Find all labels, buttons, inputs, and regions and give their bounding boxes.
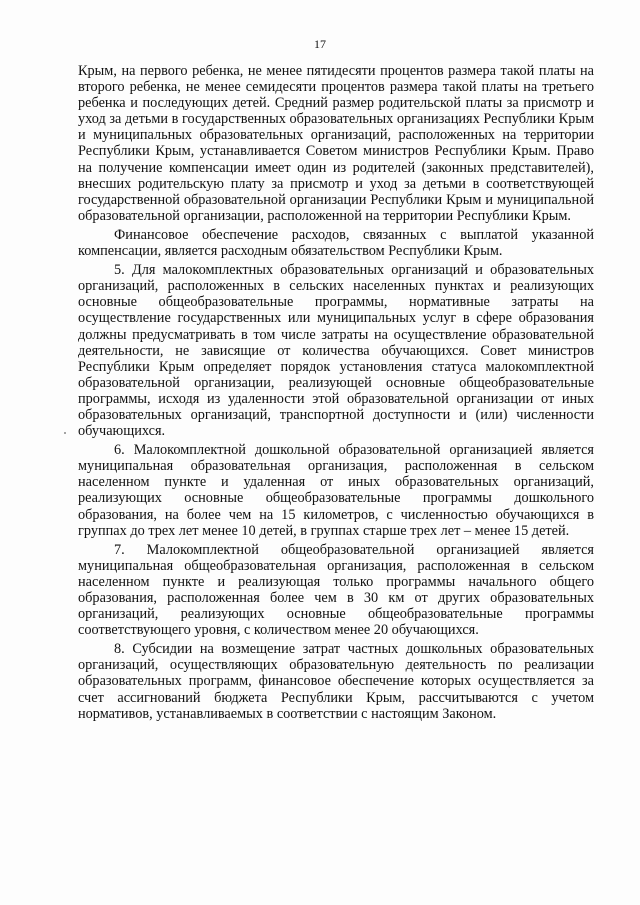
paragraph-financing: Финансовое обеспечение расходов, связанных с выплатой указанной компенсации, является расходным обязательством Республики Крым. [78,226,594,260]
page-number: 17 [314,37,326,51]
document-body [78,63,594,722]
paragraph-item-8: 8. Субсидии на возмещение затрат частных дошкольных образовательных организаций, осуществляющих образовательную деятельность по реализации образовательных программ, финансовое обеспечение которых осуществляется за счет ассигнований бюджета Республики Крым, рассчитываются с учетом нормативов, устанавливаемых в соответствии с настоящим Законом. [78,641,594,722]
paragraph-item-6: 6. Малокомплектной дошкольной образовательной организацией является муниципальная образовательная организация, расположенная в сельском населенном пункте и удаленная от иных образовательных организаций, реализующих основные общеобразовательные программы дошкольного образования, на более чем на 15 километров, с численностью обучающихся в группах до трех лет менее 10 детей, в группах старше трех лет – менее 15 детей. [78,442,594,539]
paragraph-continuation: Крым, на первого ребенка, не менее пятидесяти процентов размера такой платы на второго ребенка, не менее семидесяти процентов размера такой платы на третьего ребенка и последующих детей. Средний размер родительской платы за присмотр и уход за детьми в государственных образовательных организациях Республики Крым и муниципальных образовательных организаций, расположенных на территории Республики Крым, устанавливается Советом министров Республики Крым. Право на получение компенсации имеет один из родителей (законных представителей), внесших родительскую плату за присмотр и уход за детьми в соответствующей государственной образовательной организации Республики Крым и муниципальной образовательной организации, расположенной на территории Республики Крым. [78,63,594,224]
paragraph-item-5: 5. Для малокомплектных образовательных организаций и образовательных организаций, расположенных в сельских населенных пунктах и реализующих основные общеобразовательные программы, нормативные затраты на осуществление государственных или муниципальных услуг в сфере образования должны предусматривать в том числе затраты на осуществление образовательной деятельности, не зависящие от количества обучающихся. Совет министров Республики Крым определяет порядок установления статуса малокомплектной образовательной организации, реализующей основные общеобразовательные программы, исходя из удаленности этой образовательной организации от иных образовательных организаций, транспортной доступности и (или) численности обучающихся. [78,262,594,440]
paragraph-item-7: 7. Малокомплектной общеобразовательной организацией является муниципальная общеобразовательная организация, расположенная в сельском населенном пункте и реализующая только программы начального общего образования, расположенная более чем в 30 км от других образовательных организаций, реализующих основные общеобразовательные программы соответствующего уровня, с количеством менее 20 обучающихся. [78,541,594,639]
scan-speck [64,432,66,434]
